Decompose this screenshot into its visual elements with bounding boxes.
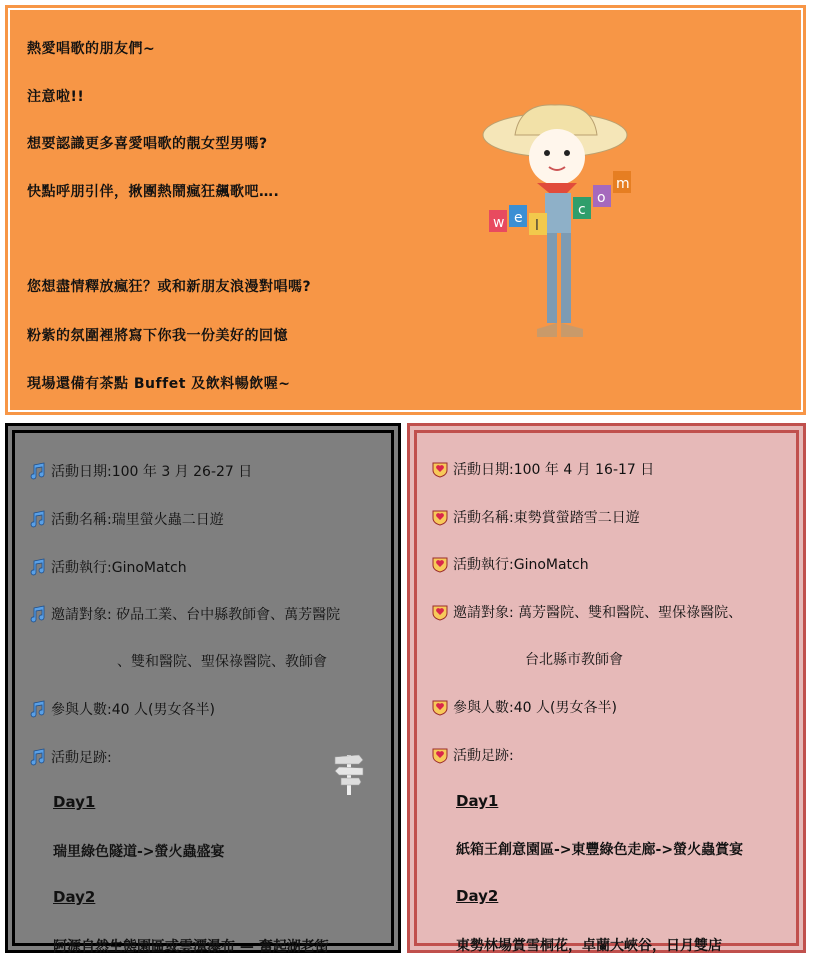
intro-line-3: 想要認識更多喜愛唱歌的靚女型男嗎? [27, 136, 268, 152]
music-note-icon [29, 510, 47, 528]
svg-text:l: l [535, 218, 539, 234]
heart-shield-icon [431, 460, 449, 478]
svg-text:o: o [597, 190, 606, 206]
music-note-icon [29, 558, 47, 576]
intro-line-4: 快點呼朋引伴，揪團熱鬧瘋狂飆歌吧…. [27, 184, 280, 200]
event-panel-firefly [5, 423, 401, 953]
left-day1-route: 瑞里綠色隧道->螢火蟲盛宴 [53, 844, 225, 860]
event-panel-snow [407, 423, 806, 953]
right-date: 活動日期:100 年 4 月 16-17 日 [453, 462, 655, 478]
left-day1-label: Day1 [53, 793, 96, 811]
intro-panel [5, 5, 806, 415]
right-day2-route-row [456, 935, 722, 955]
left-date-row [29, 461, 252, 481]
music-note-icon [29, 700, 47, 718]
event-panel-snow-inner [414, 430, 799, 954]
cowboy-welcome-illustration [475, 105, 655, 345]
right-people: 參與人數:40 人(男女各半) [453, 700, 617, 716]
svg-text:w: w [493, 215, 505, 231]
right-executor: 活動執行:GinoMatch [453, 557, 589, 573]
right-invite: 邀請對象: 萬芳醫院、雙和醫院、聖保祿醫院、 [453, 605, 743, 621]
right-date-row [431, 459, 654, 479]
signpost-icon [333, 751, 365, 795]
left-people-row [29, 699, 215, 719]
left-name-row [29, 509, 224, 529]
heart-shield-icon [431, 555, 449, 573]
music-note-icon [29, 462, 47, 480]
right-invite-row [431, 602, 742, 622]
left-date: 活動日期:100 年 3 月 26-27 日 [51, 464, 253, 480]
left-day1-route-row [53, 841, 225, 861]
left-people: 參與人數:40 人(男女各半) [51, 702, 215, 718]
right-day1-route-row [456, 839, 743, 859]
intro-line-1: 熱愛唱歌的朋友們~ [27, 41, 156, 57]
left-executor: 活動執行:GinoMatch [51, 560, 187, 576]
left-name: 活動名稱:瑞里螢火蟲二日遊 [51, 512, 224, 528]
right-invite-cont: 台北縣市教師會 [525, 652, 623, 668]
right-footprint-row [431, 745, 514, 765]
heart-shield-icon [431, 698, 449, 716]
left-invite-cont: 、雙和醫院、聖保祿醫院、教師會 [117, 654, 327, 670]
intro-line-7: 現場還備有茶點 Buffet 及飲料暢飲喔~ [27, 376, 291, 392]
right-footprint: 活動足跡: [453, 748, 514, 764]
heart-shield-icon [431, 746, 449, 764]
left-footprint-row [29, 747, 112, 767]
music-note-icon [29, 748, 47, 766]
left-day2-route-row [53, 936, 329, 956]
svg-text:m: m [616, 176, 630, 192]
right-day2-route: 東勢林場賞雪桐花，卓蘭大峽谷，日月雙店 [456, 938, 722, 954]
right-name-row [431, 507, 640, 527]
left-day2-route: 阿源自然生態園區或雲潭瀑布 — 奮起湖老街 [53, 939, 329, 955]
left-invite-row [29, 604, 340, 624]
music-note-icon [29, 605, 47, 623]
right-day1-label: Day1 [456, 792, 499, 810]
intro-line-5: 您想盡情釋放瘋狂？或和新朋友浪漫對唱嗎? [27, 279, 312, 295]
left-executor-row [29, 557, 187, 577]
right-invite-cont-row [525, 649, 623, 669]
svg-text:c: c [578, 202, 586, 218]
right-day1-route: 紙箱王創意園區->東豐綠色走廊->螢火蟲賞宴 [456, 842, 744, 858]
right-executor-row [431, 554, 589, 574]
left-invite-cont-row [117, 651, 327, 671]
left-invite: 邀請對象: 矽品工業、台中縣教師會、萬芳醫院 [51, 607, 341, 623]
left-footprint: 活動足跡: [51, 750, 112, 766]
intro-panel-border [8, 8, 803, 412]
right-day2-label: Day2 [456, 887, 499, 905]
right-people-row [431, 697, 617, 717]
heart-shield-icon [431, 603, 449, 621]
right-name: 活動名稱:東勢賞螢踏雪二日遊 [453, 510, 640, 526]
intro-line-6: 粉紫的氛圍裡將寫下你我一份美好的回憶 [27, 328, 288, 344]
event-panel-firefly-inner [12, 430, 394, 955]
intro-line-2: 注意啦!! [27, 89, 85, 105]
left-day2-label: Day2 [53, 888, 96, 906]
svg-text:e: e [514, 210, 523, 226]
heart-shield-icon [431, 508, 449, 526]
